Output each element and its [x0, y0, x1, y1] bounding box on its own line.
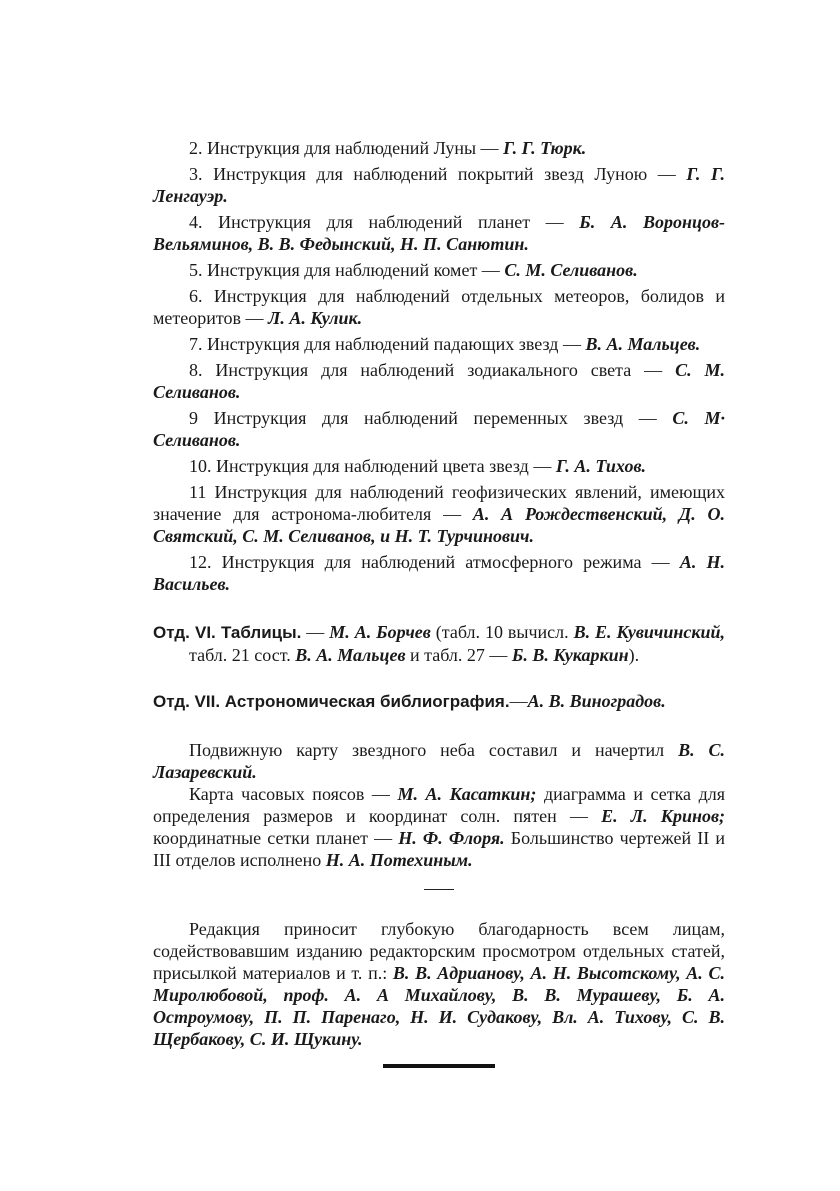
instruction-item: 4. Инструкция для наблюдений планет — Б. А. Воронцов-Вельяминов, В. В. Федынский, Н. П. Санютин.	[153, 212, 725, 254]
instruction-item: 12. Инструкция для наблюдений атмосферного режима — А. Н. Васильев.	[153, 552, 725, 594]
instruction-item: 6. Инструкция для наблюдений отдельных метеоров, болидов и метеоритов — Л. А. Кулик.	[153, 286, 725, 328]
section-vi-tables: Отд. VI. Таблицы. — М. А. Борчев (табл. 10 вычисл. В. Е. Кувичинский, табл. 21 сост. В. А. Мальцев и табл. 27 — Б. В. Кукаркин).	[153, 622, 726, 665]
instruction-item: 5. Инструкция для наблюдений комет — С. М. Селиванов.	[189, 260, 638, 280]
instruction-item: 10. Инструкция для наблюдений цвета звезд — Г. А. Тихов.	[189, 456, 647, 476]
instruction-item: 7. Инструкция для наблюдений падающих звезд — В. А. Мальцев.	[189, 334, 701, 354]
page-content	[153, 137, 725, 1068]
instruction-item: 8. Инструкция для наблюдений зодиакального света — С. М. Селиванов.	[153, 360, 726, 402]
short-divider	[424, 889, 454, 890]
instruction-item: 3. Инструкция для наблюдений покрытий звезд Луною — Г. Г. Ленгауэр.	[153, 164, 725, 206]
instruction-item: 11 Инструкция для наблюдений геофизических явлений, имеющих значение для астронома-любителя — А. А Рождественский, Д. О. Святский, С. М. Селиванов, и Н. Т. Турчинович.	[153, 482, 725, 546]
charts-credit: Карта часовых поясов — М. А. Касаткин; диаграмма и сетка для определения размеров и координат солн. пятен — Е. Л. Кринов; координатные сетки планет — Н. Ф. Флоря. Большинство чертежей II и III отделов исполнено Н. А. Потехиным.	[153, 784, 725, 870]
section-vii-bibliography: Отд. VII. Астрономическая библиография.—А. В. Виноградов.	[153, 691, 666, 711]
instructions-list	[153, 137, 725, 595]
acknowledgements: Редакция приносит глубокую благодарность всем лицам, содействовавшим изданию редакторским просмотром отдельных статей, присылкой материалов и т. п.: В. В. Адрианову, А. Н. Высотскому, А. С. Миролюбовой, проф. А. А Михайлову, В. В. Мурашеву, Б. А. Остроумову, П. П. Паренаго, Н. И. Судакову, Вл. А. Тихову, С. В. Щербакову, С. И. Щукину.	[153, 919, 725, 1049]
end-rule	[383, 1064, 495, 1068]
maps-credits	[153, 739, 725, 871]
instruction-item: 9 Инструкция для наблюдений переменных звезд — С. М· Селиванов.	[153, 408, 725, 450]
instruction-item: 2. Инструкция для наблюдений Луны — Г. Г. Тюрк.	[189, 138, 587, 158]
star-map-credit: Подвижную карту звездного неба составил и начертил В. С. Лазаревский.	[153, 740, 725, 782]
